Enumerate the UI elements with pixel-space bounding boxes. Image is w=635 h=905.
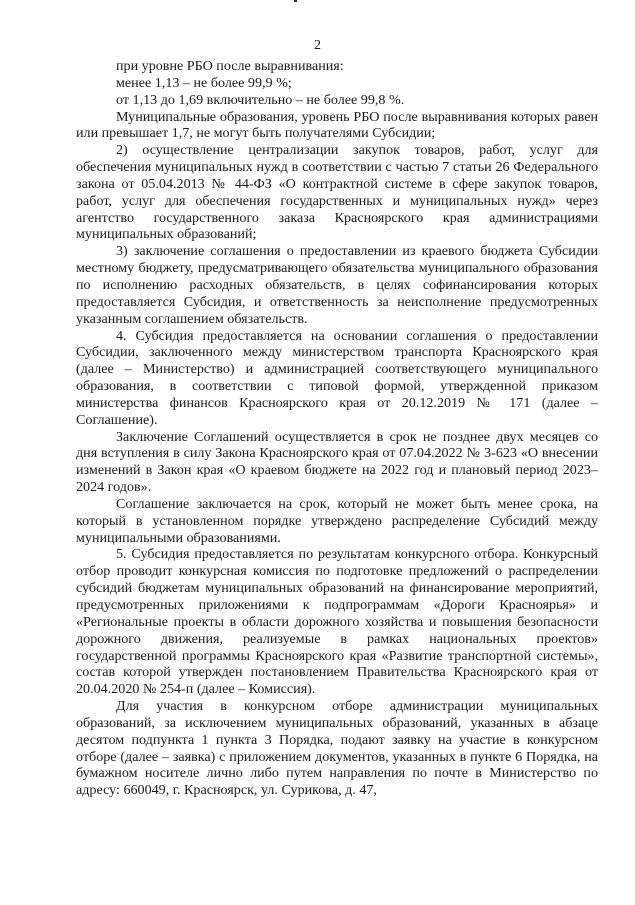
- paragraph: Заключение Соглашений осуществляется в срок не позднее двух месяцев со дня вступления в силу Закона Красноярского края от 07.04.2022 № 3-623 «О внесении изменений в Закон края «О краевом бюджете на 2022 год и плановый период 2023–2024 годов».: [76, 428, 598, 496]
- paragraph: 5. Субсидия предоставляется по результатам конкурсного отбора. Конкурсный отбор проводит конкурсная комиссия по подготовке предложений о распределении субсидий бюджетам муниципальных образований на финансирование мероприятий, предусмотренных приложениями к подпрограммам «Дороги Красноярья» и «Региональные проекты в области дорожного хозяйства и повышения безопасности дорожного движения, реализуемые в рамках национальных проектов» государственной программы Красноярского края «Развитие транспортной системы», состав которой утвержден постановлением Правительства Красноярского края от 20.04.2020 № 254-п (далее – Комиссия).: [76, 546, 598, 698]
- paragraph: от 1,13 до 1,69 включительно – не более 99,8 %.: [116, 91, 405, 108]
- document-body: [76, 58, 598, 799]
- paragraph: 2) осуществление централизации закупок товаров, работ, услуг для обеспечения муниципальных нужд в соответствии с частью 7 статьи 26 Федерального закона от 05.04.2013 № 44-ФЗ «О контрактной системе в сфере закупок товаров, работ, услуг для обеспечения государственных и муниципальных нужд» через агентство государственного заказа Красноярского края администрациями муниципальных образований;: [76, 142, 598, 243]
- paragraph: 3) заключение соглашения о предоставлении из краевого бюджета Субсидии местному бюджету, предусматривающего обязательства муниципального образования по исполнению расходных обязательств, в целях софинансирования которых предоставляется Субсидия, и ответственность за неисполнение предусмотренных указанным соглашением обязательств.: [76, 243, 598, 327]
- paragraph: 4. Субсидия предоставляется на основании соглашения о предоставлении Субсидии, заключенного между министерством транспорта Красноярского края (далее – Министерство) и администрацией соответствующего муниципального образования, в соответствии с типовой формой, утвержденной приказом министерства финансов Красноярского края от 20.12.2019 № 171 (далее – Соглашение).: [76, 327, 598, 428]
- page-number: 2: [314, 38, 321, 53]
- paragraph: менее 1,13 – не более 99,9 %;: [116, 74, 292, 91]
- paragraph: при уровне РБО после выравнивания:: [116, 58, 344, 74]
- paragraph: Соглашение заключается на срок, который не может быть менее срока, на который в установленном порядке утверждено распределение Субсидий между муниципальными образованиями.: [76, 495, 598, 546]
- paragraph: Муниципальные образования, уровень РБО после выравнивания которых равен или превышает 1,7, не могут быть получателями Субсидии;: [76, 108, 598, 142]
- scan-mark: [294, 0, 297, 2]
- paragraph: Для участия в конкурсном отборе администрации муниципальных образований, за исключением муниципальных образований, указанных в абзаце десятом подпункта 1 пункта 3 Порядка, подают заявку на участие в конкурсном отборе (далее – заявка) с приложением документов, указанных в пункте 6 Порядка, на бумажном носителе лично либо путем направления по почте в Министерство по адресу: 660049, г. Красноярск, ул. Сурикова, д. 47,: [76, 698, 598, 799]
